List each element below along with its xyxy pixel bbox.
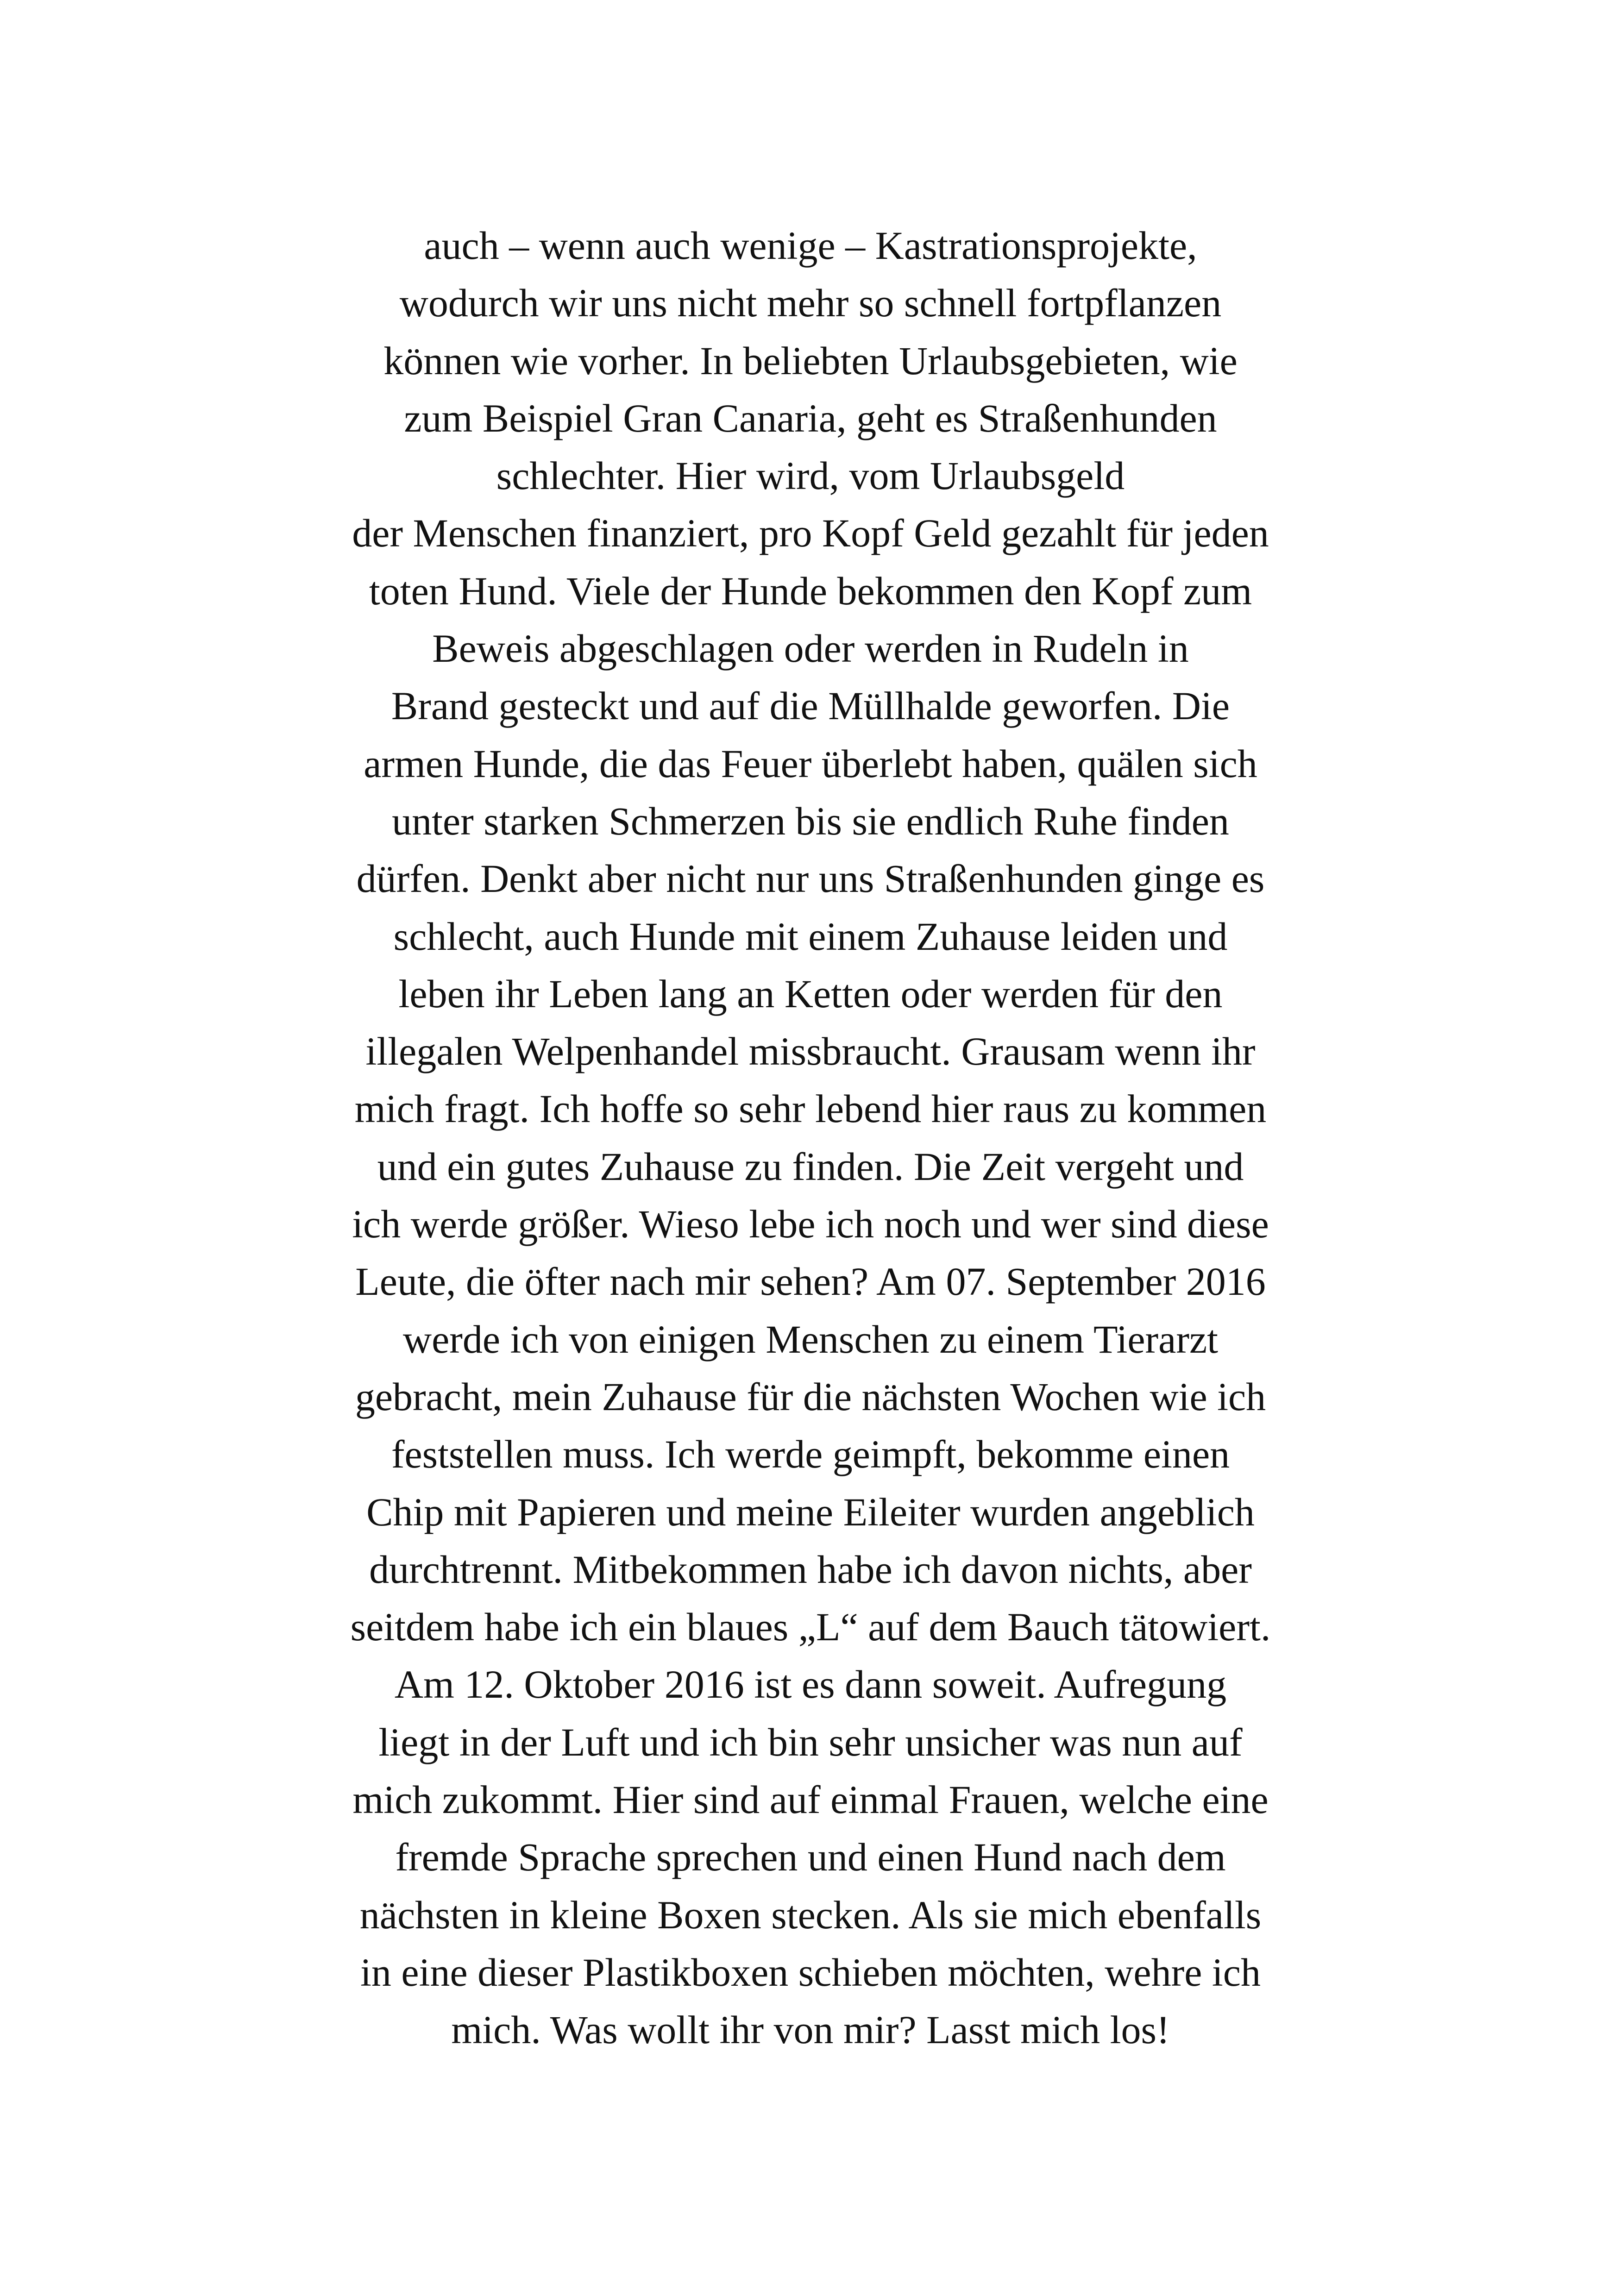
body-text — [162, 217, 1459, 2059]
text-line: Beweis abgeschlagen oder werden in Rudeln in — [432, 626, 1189, 671]
text-line: in eine dieser Plastikboxen schieben möchten, wehre ich — [360, 1950, 1261, 1995]
text-line: seitdem habe ich ein blaues „L“ auf dem Bauch tätowiert. — [350, 1605, 1271, 1650]
text-line: mich fragt. Ich hoffe so sehr lebend hier raus zu kommen — [354, 1086, 1267, 1131]
text-line: durchtrennt. Mitbekommen habe ich davon nichts, aber — [369, 1547, 1252, 1592]
text-line: nächsten in kleine Boxen stecken. Als sie mich ebenfalls — [359, 1892, 1262, 1937]
text-line: liegt in der Luft und ich bin sehr unsicher was nun auf — [378, 1719, 1243, 1764]
text-line: Leute, die öfter nach mir sehen? Am 07. September 2016 — [355, 1259, 1266, 1304]
text-line: schlechter. Hier wird, vom Urlaubsgeld — [496, 453, 1125, 498]
text-line: mich zukommt. Hier sind auf einmal Frauen, welche eine — [352, 1777, 1269, 1822]
text-line: leben ihr Leben lang an Ketten oder werden für den — [398, 971, 1223, 1016]
text-line: feststellen muss. Ich werde geimpft, bekomme einen — [391, 1432, 1230, 1477]
text-line: illegalen Welpenhandel missbraucht. Grausam wenn ihr — [365, 1029, 1256, 1074]
text-line: fremde Sprache sprechen und einen Hund nach dem — [395, 1835, 1226, 1880]
text-line: auch – wenn auch wenige – Kastrationsprojekte, — [424, 223, 1197, 268]
text-line: können wie vorher. In beliebten Urlaubsgebieten, wie — [383, 338, 1238, 383]
text-line: gebracht, mein Zuhause für die nächsten Wochen wie ich — [355, 1374, 1266, 1419]
text-line: toten Hund. Viele der Hunde bekommen den Kopf zum — [369, 568, 1252, 613]
text-line: dürfen. Denkt aber nicht nur uns Straßenhunden ginge es — [356, 856, 1265, 901]
text-line: Chip mit Papieren und meine Eileiter wurden angeblich — [366, 1489, 1255, 1534]
text-line: armen Hunde, die das Feuer überlebt haben, quälen sich — [364, 741, 1257, 786]
text-line: ich werde größer. Wieso lebe ich noch und wer sind diese — [352, 1202, 1269, 1247]
text-line: unter starken Schmerzen bis sie endlich Ruhe finden — [392, 798, 1229, 843]
text-line: Brand gesteckt und auf die Müllhalde geworfen. Die — [391, 684, 1230, 728]
text-line: zum Beispiel Gran Canaria, geht es Straßenhunden — [404, 395, 1217, 440]
text-line: werde ich von einigen Menschen zu einem Tierarzt — [402, 1317, 1219, 1361]
text-line: schlecht, auch Hunde mit einem Zuhause leiden und — [393, 914, 1228, 959]
text-line: und ein gutes Zuhause zu finden. Die Zeit vergeht und — [377, 1144, 1244, 1189]
text-line: Am 12. Oktober 2016 ist es dann soweit. Aufregung — [394, 1662, 1227, 1707]
text-line: wodurch wir uns nicht mehr so schnell fortpflanzen — [399, 281, 1222, 326]
text-line: der Menschen finanziert, pro Kopf Geld gezahlt für jeden — [352, 511, 1269, 556]
text-line: mich. Was wollt ihr von mir? Lasst mich los! — [451, 2007, 1170, 2052]
